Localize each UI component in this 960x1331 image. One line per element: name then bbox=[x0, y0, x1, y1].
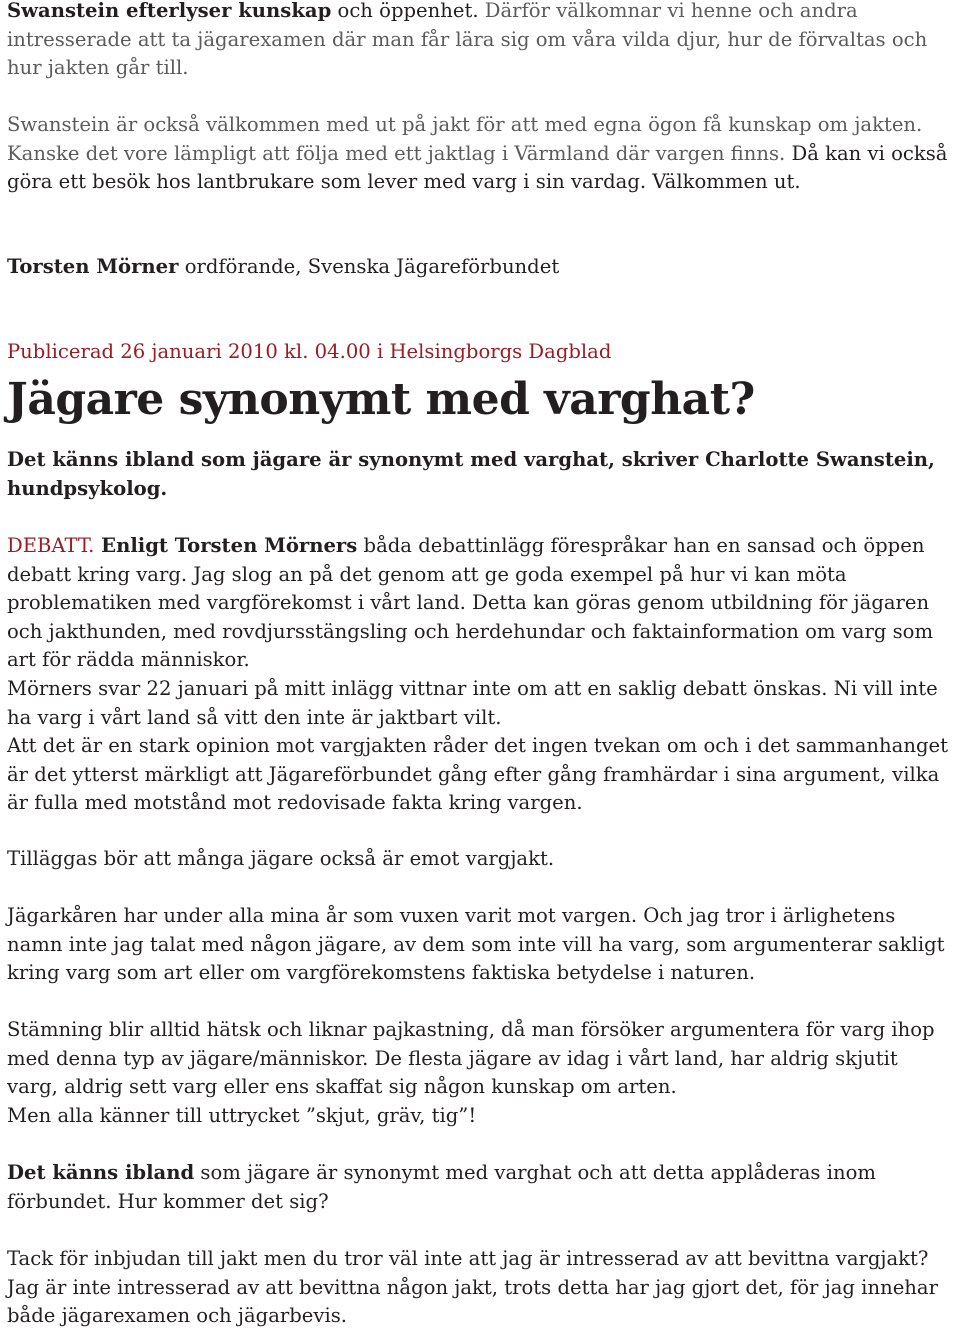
page-title: Jägare synonymt med varghat? bbox=[7, 374, 755, 425]
intro-paragraph-1 bbox=[7, 0, 953, 83]
signature-name: Torsten Mörner bbox=[7, 255, 179, 278]
intro-bold-lead: Swanstein efterlyser kunskap bbox=[7, 0, 332, 22]
paragraph-text: båda debattinlägg förespråkar han en sansad och öppen debatt kring varg. Jag slog an på det genom att ge goda exempel på hur vi kan möta problematiken med vargförekomst i vårt land. Detta kan göras genom utbildning för jägaren och jakthunden, med rovdjursstängsling och herdehundar och faktainformation om varg som art för rädda människor. bbox=[7, 534, 934, 672]
published-line: Publicerad 26 januari 2010 kl. 04.00 i Helsingborgs Dagblad bbox=[7, 340, 612, 363]
article-paragraph-5: Jägarkåren har under alla mina år som vuxen varit mot vargen. Och jag tror i ärlighetens namn inte jag talat med någon jägare, av dem som inte vill ha varg, som argumenterar sakligt kring varg som art eller om vargförekomstens faktiska betydelse i naturen. bbox=[7, 904, 945, 985]
intro-paragraph-2 bbox=[7, 111, 953, 197]
paragraph-bold-lead: Enligt Torsten Mörners bbox=[94, 534, 358, 557]
article-paragraph-6: Stämning blir alltid hätsk och liknar pajkastning, då man försöker argumentera för varg ihop med denna typ av jägare/människor. De flesta jägare av idag i vårt land, har aldrig skjutit varg, aldrig sett varg eller ens skaffat sig någon kunskap om arten. bbox=[7, 1018, 935, 1099]
signature-title: ordförande, Svenska Jägareförbundet bbox=[178, 255, 560, 278]
signature bbox=[7, 253, 953, 282]
article-paragraph-2: Mörners svar 22 januari på mitt inlägg vittnar inte om att en saklig debatt önskas. Ni vill inte ha varg i vårt land så vitt den inte är jaktbart vilt. bbox=[7, 677, 938, 729]
article-lead: Det känns ibland som jägare är synonymt med varghat, skriver Charlotte Swanstein, hundpsykolog. bbox=[7, 448, 935, 500]
article-paragraph-7: Men alla känner till uttrycket ”skjut, gräv, tig”! bbox=[7, 1104, 477, 1127]
section-label: DEBATT. bbox=[7, 534, 95, 557]
intro-gray-text: Swanstein är också välkommen med ut på jakt för att med egna ögon få kunskap om jakten. Kanske det vore lämpligt att följa med ett jaktlag i Värmland där vargen finns. bbox=[7, 113, 923, 165]
intro-text: och öppenhet. bbox=[331, 0, 479, 22]
article-paragraph-1 bbox=[7, 532, 953, 675]
paragraph-bold-lead: Det känns ibland bbox=[7, 1161, 195, 1184]
article-paragraph-3: Att det är en stark opinion mot vargjakten råder det ingen tvekan om och i det sammanhanget är det ytterst märkligt att Jägareförbundet gång efter gång framhärdar i sina argument, vilka är fulla med motstånd mot redovisade fakta kring vargen. bbox=[7, 734, 948, 815]
intro-gray-text: Därför välkomnar vi henne och andra intresserade att ta jägarexamen där man får lära sig om våra vilda djur, hur de förvaltas och hur jakten går till. bbox=[7, 0, 928, 80]
article-paragraph-8 bbox=[7, 1159, 953, 1216]
article-paragraph-9: Tack för inbjudan till jakt men du tror väl inte att jag är intresserad av att bevittna vargjakt? Jag är inte intresserad av att bevittna någon jakt, trots detta har jag gjort det, för jag innehar både jägarexamen och jägarbevis. bbox=[7, 1247, 938, 1328]
intro-text: Då kan vi också göra ett besök hos lantbrukare som lever med varg i sin vardag. Välkommen ut. bbox=[7, 141, 948, 194]
paragraph-text: som jägare är synonymt med varghat och att detta applåderas inom förbundet. Hur kommer det sig? bbox=[7, 1161, 876, 1213]
article-paragraph-4: Tilläggas bör att många jägare också är emot vargjakt. bbox=[7, 847, 555, 870]
